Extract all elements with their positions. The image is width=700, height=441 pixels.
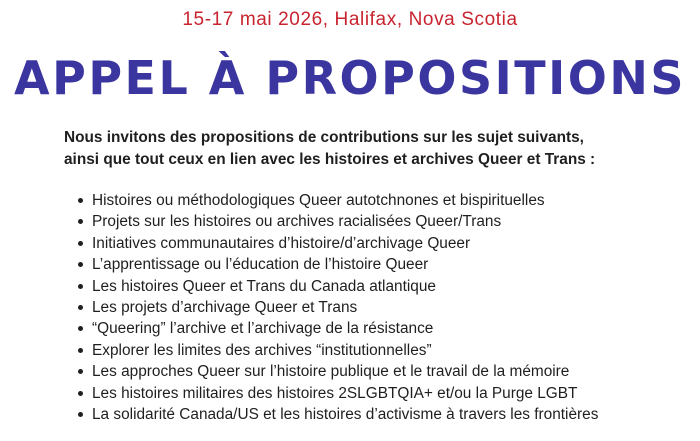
- topics-list: [78, 190, 638, 425]
- topic-item: Projets sur les histoires ou archives racialisées Queer/Trans: [78, 211, 638, 232]
- topic-item: “Queering” l’archive et l’archivage de la résistance: [78, 318, 638, 339]
- topic-item: Histoires ou méthodologiques Queer autotchnones et bispirituelles: [78, 190, 638, 211]
- topic-item: Les approches Queer sur l’histoire publique et le travail de la mémoire: [78, 361, 638, 382]
- topic-item: Les projets d’archivage Queer et Trans: [78, 297, 638, 318]
- topic-item: Explorer les limites des archives “institutionnelles”: [78, 340, 638, 361]
- intro-line-1: Nous invitons des propositions de contributions sur les sujet suivants,: [64, 129, 584, 146]
- intro-line-2: ainsi que tout ceux en lien avec les histoires et archives Queer et Trans :: [64, 151, 596, 168]
- topic-item: Les histoires militaires des histoires 2SLGBTQIA+ et/ou la Purge LGBT: [78, 383, 638, 404]
- page-title: APPEL À PROPOSITIONS: [14, 51, 686, 105]
- topic-item: Les histoires Queer et Trans du Canada atlantique: [78, 276, 638, 297]
- event-dates-location: 15-17 mai 2026, Halifax, Nova Scotia: [182, 9, 518, 30]
- topic-item: L’apprentissage ou l’éducation de l’histoire Queer: [78, 254, 638, 275]
- intro-paragraph: [64, 127, 664, 171]
- topic-item: Initiatives communautaires d’histoire/d’archivage Queer: [78, 233, 638, 254]
- topic-item: La solidarité Canada/US et les histoires d’activisme à travers les frontières: [78, 404, 638, 425]
